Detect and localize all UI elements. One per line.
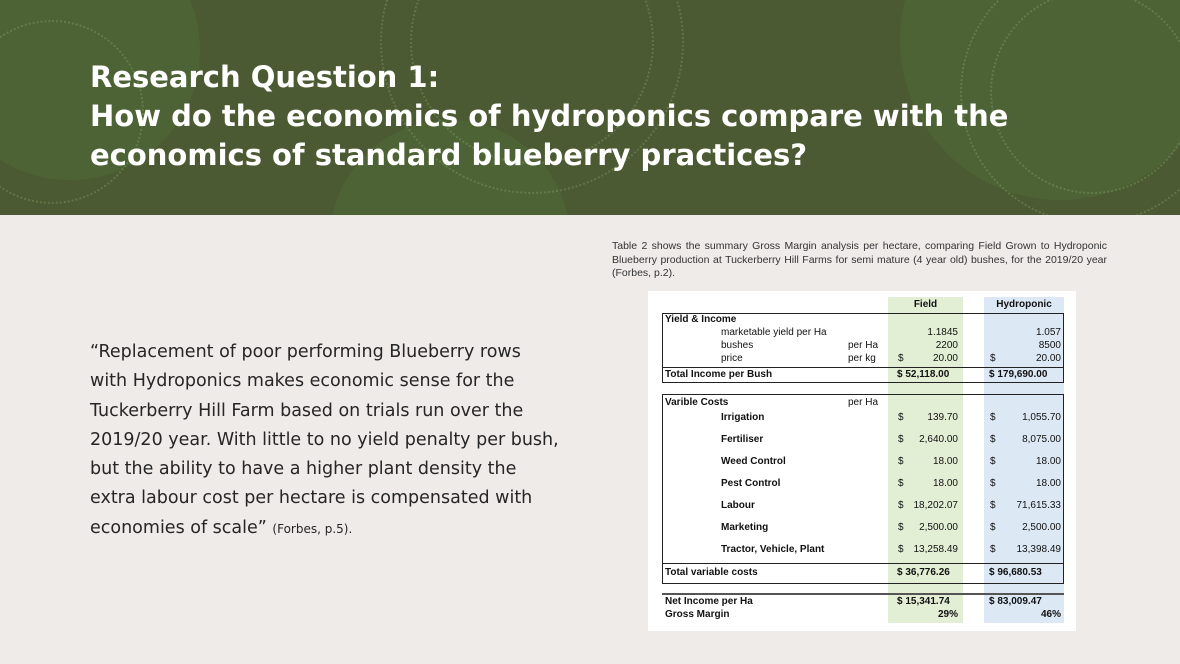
row-unit: per kg: [848, 353, 876, 364]
currency-symbol: $: [898, 544, 904, 555]
currency-symbol: $: [898, 353, 904, 364]
quote-body: “Replacement of poor performing Blueberry rows with Hydroponics makes economic sense for the Tuckerberry Hill Farm based on trials run over the 2019/20 year. With little to no yield penalty per bush, but the ability to have a higher plant density the extra labour cost per hectare is compensated with economies of scale”: [90, 342, 559, 538]
currency-symbol: $: [990, 500, 996, 511]
hydroponic-value: 13,398.49: [1016, 544, 1061, 555]
hydroponic-value: 8500: [1038, 340, 1061, 351]
table-caption: Table 2 shows the summary Gross Margin analysis per hectare, comparing Field Grown to Hydroponic Blueberry production at Tuckerberry Hill Farms for semi mature (4 year old) bushes, for the 2019/20 year (Forbes, p.2).: [612, 240, 1107, 279]
currency-symbol: $: [898, 412, 904, 423]
currency-symbol: $: [898, 478, 904, 489]
gross-margin-field: 29%: [937, 609, 958, 620]
cost-label: Marketing: [721, 522, 769, 533]
title-banner: [0, 0, 1180, 215]
hydroponic-value: 18.00: [1035, 456, 1061, 467]
column-header-hydroponic: Hydroponic: [996, 299, 1052, 310]
row-unit: per Ha: [848, 397, 879, 408]
total-variable-field: $ 36,776.26: [897, 567, 950, 578]
gross-margin-hydroponic: 46%: [1040, 609, 1061, 620]
total-income-hydroponic: $ 179,690.00: [989, 369, 1048, 380]
row-unit: per Ha: [848, 340, 879, 351]
gross-margin-label: Gross Margin: [665, 609, 730, 620]
field-value: 139.70: [927, 412, 958, 423]
hydroponic-value: 2,500.00: [1022, 522, 1061, 533]
net-income-field: $ 15,341.74: [897, 596, 950, 607]
field-value: 2200: [935, 340, 958, 351]
currency-symbol: $: [990, 353, 996, 364]
currency-symbol: $: [990, 456, 996, 467]
total-income-label: Total Income per Bush: [665, 369, 773, 380]
cost-label: Labour: [721, 500, 755, 511]
title-line: How do the economics of hydroponics compare with the: [90, 99, 1009, 133]
hydroponic-value: 1.057: [1035, 327, 1061, 338]
hydroponic-value: 20.00: [1035, 353, 1061, 364]
hydroponic-value: 1,055.70: [1022, 412, 1061, 423]
total-variable-hydroponic: $ 96,680.53: [989, 567, 1042, 578]
total-income-field: $ 52,118.00: [897, 369, 950, 380]
title-line: Research Question 1:: [90, 60, 440, 94]
row-label: bushes: [721, 340, 754, 351]
hydroponic-value: 8,075.00: [1022, 434, 1061, 445]
divider: [662, 563, 1064, 564]
row-label: price: [721, 353, 743, 364]
cost-label: Fertiliser: [721, 434, 764, 445]
currency-symbol: $: [898, 456, 904, 467]
quote-text: [90, 338, 560, 544]
divider: [662, 367, 1064, 368]
hydroponic-value: 71,615.33: [1016, 500, 1061, 511]
field-value: 13,258.49: [913, 544, 958, 555]
column-header-field: Field: [913, 299, 938, 310]
currency-symbol: $: [898, 522, 904, 533]
field-value: 18,202.07: [913, 500, 958, 511]
cost-label: Weed Control: [721, 456, 786, 467]
total-variable-label: Total variable costs: [665, 567, 758, 578]
hydroponic-value: 18.00: [1035, 478, 1061, 489]
net-income-label: Net Income per Ha: [665, 596, 753, 607]
currency-symbol: $: [990, 434, 996, 445]
currency-symbol: $: [990, 412, 996, 423]
currency-symbol: $: [990, 478, 996, 489]
net-income-hydroponic: $ 83,009.47: [989, 596, 1042, 607]
field-value: 1.1845: [927, 327, 958, 338]
field-value: 18.00: [932, 456, 958, 467]
quote-citation: (Forbes, p.5).: [272, 521, 353, 536]
cost-label: Pest Control: [721, 478, 781, 489]
field-value: 18.00: [932, 478, 958, 489]
field-value: 20.00: [932, 353, 958, 364]
currency-symbol: $: [990, 544, 996, 555]
currency-symbol: $: [898, 434, 904, 445]
section-header: Varible Costs: [665, 397, 729, 408]
currency-symbol: $: [898, 500, 904, 511]
divider: [662, 593, 1064, 595]
gross-margin-table: [648, 291, 1076, 631]
section-header: Yield & Income: [665, 314, 737, 325]
field-value: 2,500.00: [919, 522, 958, 533]
row-label: marketable yield per Ha: [721, 327, 827, 338]
cost-label: Tractor, Vehicle, Plant: [721, 544, 825, 555]
page-title: [90, 58, 1110, 175]
cost-label: Irrigation: [721, 412, 765, 423]
field-value: 2,640.00: [919, 434, 958, 445]
title-line: economics of standard blueberry practices?: [90, 138, 808, 172]
currency-symbol: $: [990, 522, 996, 533]
